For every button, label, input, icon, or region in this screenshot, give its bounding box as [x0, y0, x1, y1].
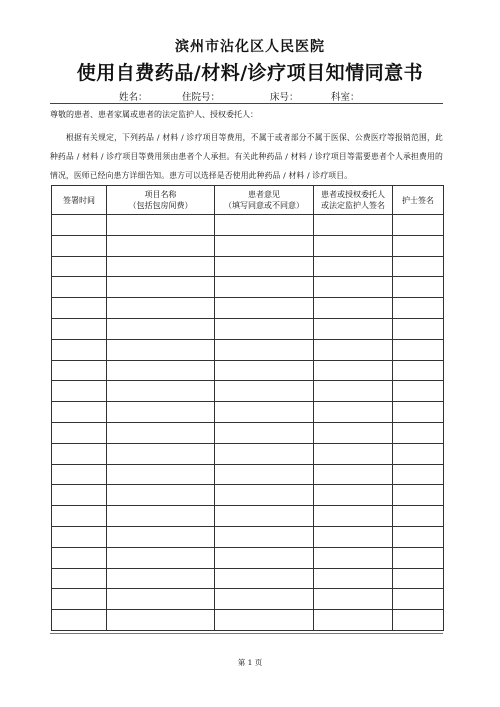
table-row [52, 610, 444, 631]
page-number: 第 1 页 [237, 658, 263, 667]
table-cell[interactable] [52, 485, 107, 506]
table-cell[interactable] [107, 235, 215, 256]
table-cell[interactable] [215, 568, 314, 589]
table-cell[interactable] [393, 526, 444, 547]
table-cell[interactable] [314, 318, 393, 339]
table-cell[interactable] [215, 443, 314, 464]
table-cell[interactable] [393, 485, 444, 506]
table-cell[interactable] [314, 526, 393, 547]
table-cell[interactable] [52, 464, 107, 485]
table-row [52, 256, 444, 277]
table-cell[interactable] [215, 339, 314, 360]
table-cell[interactable] [314, 235, 393, 256]
column-header-sign-time [52, 186, 107, 215]
table-cell[interactable] [52, 568, 107, 589]
table-row [52, 360, 444, 381]
table-row [52, 235, 444, 256]
table-cell[interactable] [52, 215, 107, 236]
table-row [52, 402, 444, 423]
table-cell[interactable] [393, 610, 444, 631]
table-cell[interactable] [215, 485, 314, 506]
table-header-row [52, 186, 444, 215]
table-cell[interactable] [393, 568, 444, 589]
table-row [52, 464, 444, 485]
table-row [52, 526, 444, 547]
table-cell[interactable] [52, 547, 107, 568]
table-cell[interactable] [393, 360, 444, 381]
table-cell[interactable] [52, 402, 107, 423]
table-cell[interactable] [393, 589, 444, 610]
table-cell[interactable] [107, 381, 215, 402]
table-cell[interactable] [107, 422, 215, 443]
header-divider [50, 103, 443, 104]
table-cell[interactable] [107, 443, 215, 464]
table-cell[interactable] [52, 360, 107, 381]
table-cell[interactable] [215, 215, 314, 236]
table-cell[interactable] [215, 547, 314, 568]
table-row [52, 443, 444, 464]
column-header-line2: （包括包房间费） [128, 201, 193, 210]
table-cell[interactable] [314, 381, 393, 402]
document-title: 使用自费药品/材料/诊疗项目知情同意书 [76, 62, 424, 84]
table-cell[interactable] [314, 256, 393, 277]
table-cell[interactable] [52, 339, 107, 360]
table-cell[interactable] [52, 422, 107, 443]
column-header-line1: 项目名称 [144, 190, 177, 199]
table-row [52, 381, 444, 402]
table-cell[interactable] [107, 402, 215, 423]
table-cell[interactable] [215, 235, 314, 256]
column-header-line1: 护士签名 [402, 195, 434, 205]
table-row [52, 318, 444, 339]
table-cell[interactable] [215, 589, 314, 610]
table-cell[interactable] [215, 422, 314, 443]
table-cell[interactable] [215, 506, 314, 527]
consent-table [51, 185, 444, 631]
table-cell[interactable] [215, 381, 314, 402]
column-header-line1: 签署时间 [63, 195, 95, 205]
table-cell[interactable] [107, 526, 215, 547]
table-cell[interactable] [107, 360, 215, 381]
table-cell[interactable] [393, 402, 444, 423]
table-cell[interactable] [215, 402, 314, 423]
table-cell[interactable] [52, 235, 107, 256]
table-cell[interactable] [215, 464, 314, 485]
name-field-label: 姓名： [118, 92, 148, 103]
table-cell[interactable] [215, 610, 314, 631]
table-cell[interactable] [107, 610, 215, 631]
table-cell[interactable] [215, 360, 314, 381]
table-cell[interactable] [314, 506, 393, 527]
department-field-label: 科室： [331, 92, 360, 103]
table-cell[interactable] [314, 402, 393, 423]
table-row [52, 215, 444, 236]
table-cell[interactable] [314, 422, 393, 443]
hospital-name: 滨州市沾化区人民医院 [175, 39, 325, 55]
bed-no-field-label: 床号： [270, 92, 299, 103]
table-cell[interactable] [393, 381, 444, 402]
table-cell[interactable] [314, 568, 393, 589]
table-cell[interactable] [52, 526, 107, 547]
table-cell[interactable] [52, 298, 107, 319]
column-header-patient-opinion [215, 186, 314, 215]
table-body [52, 215, 444, 631]
table-cell[interactable] [52, 589, 107, 610]
table-cell[interactable] [314, 589, 393, 610]
table-cell[interactable] [52, 443, 107, 464]
column-header-line1: 患者意见 [248, 190, 280, 199]
table-cell[interactable] [393, 464, 444, 485]
notice-paragraph: 根据有关规定，下列药品 / 材料 / 诊疗项目等费用，不属于或者部分不属于医保、公费医疗等报销范围，此种药品 / 材料 / 诊疗项目等费用须由患者个人承担。有关此种药品 / 材料 / 诊疗项目等需要患者个人承担费用的情况，医师已经向患方详细告知。患方可以选择是否使用此种药品 / 材料 / 诊疗项目。 [50, 133, 443, 180]
table-cell[interactable] [107, 256, 215, 277]
table-row [52, 568, 444, 589]
table-cell[interactable] [52, 381, 107, 402]
column-header-patient-signature [314, 186, 393, 215]
table-cell[interactable] [107, 318, 215, 339]
table-cell[interactable] [107, 298, 215, 319]
table-cell[interactable] [314, 298, 393, 319]
table-cell[interactable] [215, 277, 314, 298]
column-header-line1: 患者或授权委托人 [321, 190, 385, 199]
table-cell[interactable] [314, 547, 393, 568]
table-cell[interactable] [314, 485, 393, 506]
column-header-line2: （填写同意或不同意） [224, 201, 304, 210]
table-cell[interactable] [393, 277, 444, 298]
table-row [52, 485, 444, 506]
table-cell[interactable] [314, 443, 393, 464]
column-header-item-name [107, 186, 215, 215]
table-cell[interactable] [52, 506, 107, 527]
table-cell[interactable] [107, 215, 215, 236]
table-cell[interactable] [107, 506, 215, 527]
table-row [52, 277, 444, 298]
table-cell[interactable] [52, 610, 107, 631]
patient-info-row [0, 89, 500, 103]
table-cell[interactable] [314, 610, 393, 631]
table-row [52, 547, 444, 568]
table-row [52, 589, 444, 610]
table-cell[interactable] [107, 547, 215, 568]
table-cell[interactable] [314, 277, 393, 298]
table-cell[interactable] [393, 547, 444, 568]
table-cell[interactable] [393, 422, 444, 443]
table-cell[interactable] [314, 339, 393, 360]
table-row [52, 298, 444, 319]
table-cell[interactable] [107, 568, 215, 589]
table-cell[interactable] [314, 360, 393, 381]
table-cell[interactable] [393, 298, 444, 319]
table-cell[interactable] [107, 589, 215, 610]
table-cell[interactable] [393, 339, 444, 360]
table-cell[interactable] [215, 526, 314, 547]
table-cell[interactable] [215, 256, 314, 277]
table-cell[interactable] [314, 215, 393, 236]
greeting-text: 尊敬的患者、患者家属或患者的法定监护人、授权委托人： [50, 110, 258, 119]
table-cell[interactable] [393, 506, 444, 527]
table-cell[interactable] [393, 235, 444, 256]
table-cell[interactable] [107, 277, 215, 298]
table-cell[interactable] [52, 256, 107, 277]
table-cell[interactable] [107, 339, 215, 360]
table-row [52, 339, 444, 360]
table-cell[interactable] [107, 485, 215, 506]
table-cell[interactable] [215, 318, 314, 339]
table-cell[interactable] [52, 277, 107, 298]
column-header-nurse-signature [393, 186, 444, 215]
table-cell[interactable] [107, 464, 215, 485]
table-row [52, 422, 444, 443]
table-cell[interactable] [393, 215, 444, 236]
table-cell[interactable] [393, 443, 444, 464]
table-row [52, 506, 444, 527]
column-header-line2: 或法定监护人签名 [321, 201, 385, 210]
hospital-no-field-label: 住院号： [181, 92, 220, 103]
table-cell[interactable] [314, 464, 393, 485]
footer-divider [50, 633, 443, 634]
table-cell[interactable] [52, 318, 107, 339]
table-cell[interactable] [215, 298, 314, 319]
table-cell[interactable] [393, 318, 444, 339]
table-cell[interactable] [393, 256, 444, 277]
